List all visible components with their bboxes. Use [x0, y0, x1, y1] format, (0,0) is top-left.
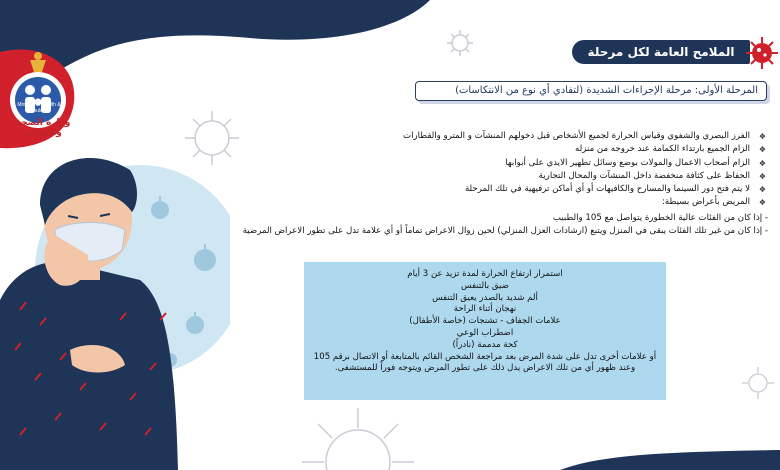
- symptom-item: ألم شديد بالصدر يعيق التنفس: [432, 292, 538, 303]
- bullet-icon: ❖: [758, 132, 766, 141]
- measure-text: الفرز البصري والشفوي وقياس الحرارة لجميع الأشخاص قبل دخولهم المنشآت و المترو والقطارات: [403, 131, 750, 141]
- measure-text: لا يتم فتح دور السينما والمسارح والكافيهات أو أي أماكن ترفيهية في تلك المرحلة: [464, 184, 750, 195]
- measures-list: [218, 130, 768, 210]
- logo-arabic-text: وزارة الصحة والسكان: [15, 118, 71, 138]
- mild-cases-list: [200, 212, 768, 239]
- symptom-item: اضطراب الوعي: [456, 327, 514, 338]
- list-item: [218, 130, 768, 143]
- symptom-item: استمرار ارتفاع الحرارة لمدة تزيد عن 3 أيام: [407, 269, 563, 279]
- symptom-item: نهجان أثناء الراحة: [453, 304, 517, 315]
- bullet-icon: ❖: [758, 158, 766, 168]
- mild-case-item: - إذا كان من غير تلك الفئات يبقى في المنزل ويتبع (ارشادات العزل المنزلي) لحين زوال الاعراض تماماً أو أي علامة تدل على تطور الاعراض المرضية: [242, 226, 768, 237]
- bullet-icon: ❖: [758, 171, 766, 181]
- list-item: [218, 196, 768, 209]
- red-virus-icon: [745, 36, 779, 70]
- logo-english-text: Ministry of Health & Population: [17, 102, 61, 114]
- measure-text: الحفاظ على كثافة منخفضة داخل المنشآت والمحال التجارية: [538, 170, 750, 181]
- page-title: الملامح العامة لكل مرحلة: [572, 40, 750, 64]
- virus-outline-icon: [445, 28, 475, 58]
- bullet-icon: ❖: [758, 185, 766, 195]
- list-item: [218, 183, 768, 196]
- symptom-item: أو علامات أخرى تدل على شدة المرض بعد مراجعة الشخص القائم بالمتابعة أو الاتصال برقم 105: [313, 351, 657, 362]
- symptom-item: كحة مدممة (نادراً): [452, 339, 518, 350]
- list-item: [218, 143, 768, 156]
- bullet-icon: ❖: [758, 145, 766, 155]
- mild-case-item: - إذا كان من الفئات عالية الخطورة يتواصل مع 105 والطبيب: [552, 213, 768, 223]
- measure-text: الزام أصحاب الاعمال والمولات بوضع وسائل تطهير الايدي على أبوابها: [505, 157, 750, 168]
- symptom-item: علامات الجفاف - تشنجات (خاصة الأطفال): [409, 316, 561, 327]
- stage-label: المرحلة الأولى: مرحلة الإجراءات الشديدة (لتفادي أي نوع من الانتكاسات): [415, 81, 767, 101]
- symptom-item: وعند ظهور أي من تلك الاعراض يدل ذلك على تطور المرض ويتوجه فوراً للمستشفى.: [334, 363, 636, 374]
- list-item: [218, 157, 768, 170]
- virus-outline-icon: [298, 404, 418, 470]
- virus-outline-icon: [740, 365, 776, 401]
- symptoms-box: [304, 262, 666, 400]
- bullet-icon: ❖: [758, 198, 766, 208]
- measure-text: المريض بأعراض بسيطة:: [662, 197, 750, 208]
- measure-text: الزام الجميع بارتداء الكمامة عند خروجه من منزله: [575, 144, 750, 155]
- list-item: [218, 170, 768, 183]
- sick-person-illustration: [0, 150, 230, 470]
- symptom-item: ضيق بالتنفس: [461, 280, 509, 291]
